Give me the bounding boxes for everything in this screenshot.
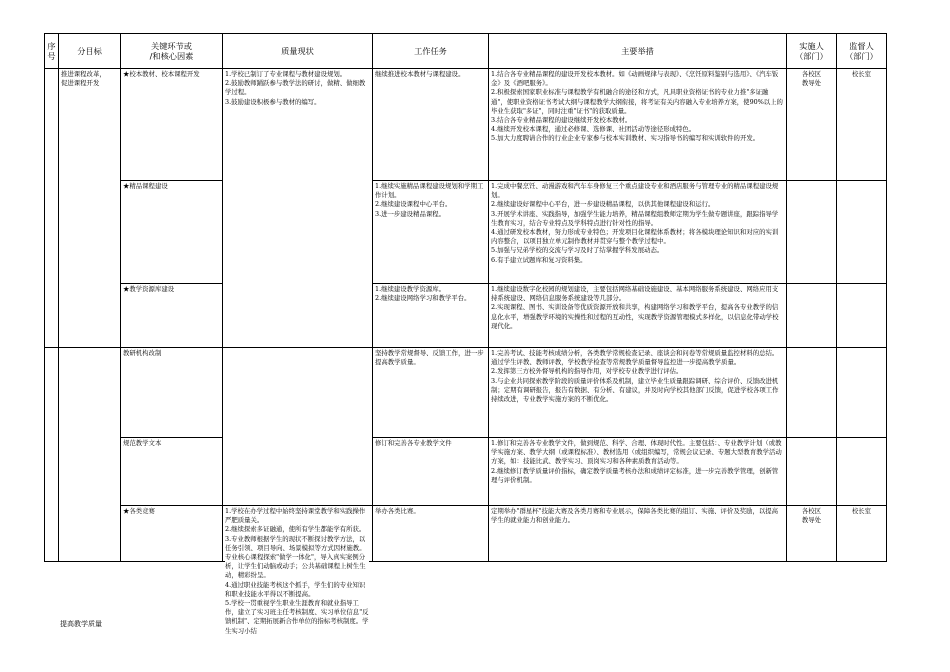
dept-cell[interactable]: 各校区 教导处 [787, 69, 837, 181]
key-cell[interactable]: 教研机构改制 [121, 348, 223, 438]
status-cell[interactable] [223, 506, 373, 635]
measures-cell[interactable]: 1.继续建设数字化校园的规划建设，主要包括网络基础设施建设、基本网络服务系统建设、网络应用支持系统建设、网络信息服务系统建设等几部分。 2.实现课程、图书、实训设备等优质资源开放和共享，构建网络学习和教学平台，提高各专业教学的信息化水平，增强教学环境的实操性和过程的互动性，实现教学资源管理模式多样化，以信息化带动学校现代化。 [489, 284, 787, 348]
goal-cell[interactable]: 推进课程改革， 促进课程开发 [59, 69, 121, 348]
header-dept[interactable]: 实施人 （部门） [787, 34, 837, 69]
supervisor-cell[interactable] [837, 284, 887, 348]
task-cell[interactable]: 1.继续实施精品课程建设规划和学期工作计划。 2.继续建设课程中心平台。 3.进一步建设精品课程。 [373, 181, 489, 284]
header-seq[interactable]: 序 号 [45, 34, 59, 69]
table-row [45, 506, 887, 562]
key-cell[interactable]: ★各类竞赛 [121, 506, 223, 562]
status-cell[interactable]: 1.学校已制订了专业课程与教材建设规划。 2.鼓励教师踊跃参与教学法的研讨，做精、做细教学过程。 3.鼓励建设积极参与教材的编写。 [223, 69, 373, 348]
header-goal[interactable]: 分目标 [59, 34, 121, 69]
header-measures[interactable]: 主要举措 [489, 34, 787, 69]
table-row [45, 348, 887, 438]
supervisor-cell[interactable] [837, 348, 887, 438]
status-text-overflow: 1.学校在办学过程中始终坚持课堂教学和实践操作严肥质量关。 2.继续探索多证融通，使所有学生都能学有所获。 3.专业教师根据学生的现状不断探讨教学方法，以任务引领、项目导向、场景模拟等方式因材施教。专业核心课程探索"做学一体化"，导入真实案例分析，让学生们动脑或动手；公共基础课程上树生生动，精彩纷呈。 4.通过职业技能考核这个抓手，学生们的专业知识和职业技能水平得以不断提高。 5.学校一贯重视学生职业生涯教育和就业指导工作，建立了实习班主任考核制度、实习单位信息"反馈机制"、定期拓展新合作单位的指标考核制度。学生实习小结 [225, 507, 369, 657]
goal-cell[interactable] [59, 348, 121, 562]
header-supervisor[interactable]: 监督人 （部门） [837, 34, 887, 69]
supervisor-cell[interactable] [837, 181, 887, 284]
status-cell[interactable] [223, 348, 373, 506]
task-cell[interactable]: 继续推进校本教材与课程建设。 [373, 69, 489, 181]
header-task[interactable]: 工作任务 [373, 34, 489, 69]
seq-cell[interactable] [45, 69, 59, 348]
header-key[interactable]: 关键环节或 /和核心因素 [121, 34, 223, 69]
quality-plan-table [44, 33, 887, 635]
task-cell[interactable]: 举办各类比赛。 [373, 506, 489, 562]
key-cell[interactable]: ★校本教材、校本课程开发 [121, 69, 223, 181]
table-row [45, 438, 887, 506]
table-row [45, 284, 887, 348]
task-cell[interactable]: 修订和完善各专业教学文件 [373, 438, 489, 506]
header-row [45, 34, 887, 69]
table-row [45, 181, 887, 284]
supervisor-cell[interactable]: 校长室 [837, 69, 887, 181]
key-cell[interactable]: ★教学资源库建设 [121, 284, 223, 348]
table-row [45, 69, 887, 181]
task-cell[interactable]: 1.继续建设教学资源库。 2.继续建设网络学习和教学平台。 [373, 284, 489, 348]
dept-cell[interactable] [787, 438, 837, 506]
task-cell[interactable]: 坚持教学常规督导、反馈工作，进一步提高教学质量。 [373, 348, 489, 438]
goal-label-teaching-quality: 提高教学质量 [60, 620, 102, 628]
dept-cell[interactable] [787, 284, 837, 348]
measures-cell[interactable]: 1.完成中餐烹饪、动漫游戏和汽车车身修复三个重点建设专业和酒店服务与管理专业的精品课程建设规划。 2.继续建设好课程中心平台，进一步建设精品课程，以供其他课程建设和运行。 3.开展学术讲座、实践指导，加强学生能力培养，精品课程组教师定期为学生做专题讲座，跟踪指导学生教育实习，结合专业特点及学科特点进行针对性的指导。 4.通过研发校本教材，努力形成专业特色；开发项目化课程体系教材；将各模块理论知识和对应的实训内容整合，以项目独立单元制作教材并贯穿与整个教学过程中。 5.加强与兄弟学校的交流与学习及时了结掌握学科发展动态。 6.有手建立试题库和复习资料集。 [489, 181, 787, 284]
seq-cell[interactable] [45, 348, 59, 562]
header-status[interactable]: 质量现状 [223, 34, 373, 69]
supervisor-cell[interactable]: 校长室 [837, 506, 887, 562]
measures-cell[interactable]: 1.完善考试、技能考核成绩分析，各类教学常规检查记录、座谈会和问卷等常规质量监控材料的总结。通过学生评教、教师评教，学校教学检查等常规教学质量督导监控进一步提高教学质量。 2.发挥第三方校外督导机构的指导作用，对学校专业教学进行评估。 3.与企业共同探索教学阶段的质量评价体系及机制，建立毕业生质量跟踪调研、综合评价、反馈改进机制；定期有调研报告，报告有数据、有分析、有建议，并及时向学校其他部门反馈，促进学校各项工作持续改进，专业教学实施方案的不断优化。 [489, 348, 787, 438]
dept-cell[interactable]: 各校区 教导处 [787, 506, 837, 562]
key-cell[interactable]: 规范教学文本 [121, 438, 223, 506]
key-cell[interactable]: ★精品课程建设 [121, 181, 223, 284]
measures-cell[interactable]: 1.结合各专业精品课程的建设开发校本教材。如《动画规律与表现》、《烹饪原料鉴别与选用》、《汽车钣金》及《酒吧服务》。 2.积极探索国家职业标准与课程教学有机融合的途径和方式，凡具职业资格证书的专业力推"多证融通"，使职业资格证书考试大纲与课程教学大纲衔接，将考证有关内容融入专业培养方案，使90%以上的毕业生获取"多证"，同时注重"证书"的获取质量。 3.结合各专业精品课程的建设继续开发校本教材。 4.继续开发校本课程，通过必修课、选修课、社团活动等途径形成特色。 5.加大力度聘请合作的行业企业专家参与校本实训教材、实习指导书的编写和实训软件的开发。 [489, 69, 787, 181]
measures-cell[interactable]: 定期举办"群星杯"技能大赛及各类月赛和专业展示，保障各类比赛的组订、实施、评价及奖励，以提高学生的就业能力和创业能力。 [489, 506, 787, 562]
measures-cell[interactable]: 1.修订和完善各专业教学文件，做到规范、科学、合理、体现时代性。主要包括：、专业教学计划（或教学实施方案、教学大纲（或课程标准）、教材选用（或组织编写，常规会议记录、专题大型教育教学活动方案，如：技能比武、教学实习、顶岗实习和各种素质教育活动等。 2.继续修订教学质量评价指标，确定教学质量考核办法和成绩评定标准，进一步完善教学管理，创新管理与评价机制。 [489, 438, 787, 506]
dept-cell[interactable] [787, 181, 837, 284]
supervisor-cell[interactable] [837, 438, 887, 506]
dept-cell[interactable] [787, 348, 837, 438]
